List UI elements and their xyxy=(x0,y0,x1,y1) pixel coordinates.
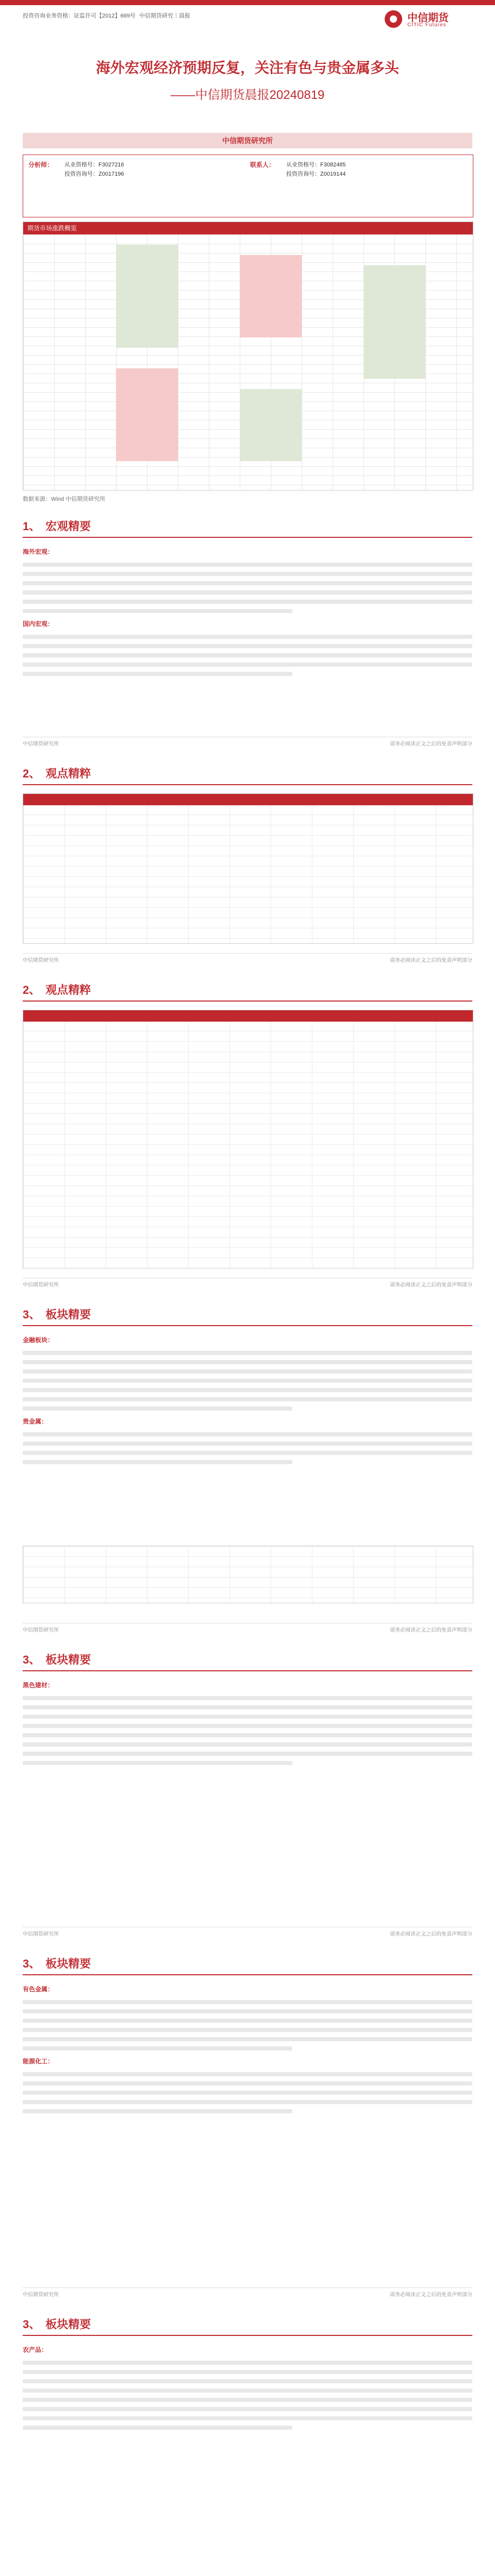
report-subtitle: ——中信期货晨报20240819 xyxy=(170,88,325,102)
section-title: 板块精要 xyxy=(45,2317,91,2331)
contact-label: 联系人： xyxy=(250,161,275,168)
section-number: 3、 xyxy=(23,1308,41,1321)
section-sector-b xyxy=(23,1649,472,1671)
department-bar: 中信期货研究所 xyxy=(23,133,472,148)
sector-paragraph-d xyxy=(23,2344,472,2435)
footer-right: 请务必阅读正文之后的免责声明部分 xyxy=(390,2292,472,2298)
section-rule xyxy=(23,1001,472,1002)
summary-table-grid xyxy=(23,234,473,490)
summary-table-title: 期货市场涨跌概览 xyxy=(23,222,473,234)
paragraph-keyword: 黑色建材： xyxy=(23,1682,54,1689)
contact-cred-line: 投资咨询号：Z0019144 xyxy=(286,171,346,177)
sector-paragraph xyxy=(23,1334,472,1469)
macro-paragraph xyxy=(23,546,472,681)
paragraph-keyword: 金融板块： xyxy=(23,1336,54,1344)
section-rule xyxy=(23,1974,472,1975)
section-rule xyxy=(23,1325,472,1326)
report-title-block xyxy=(23,46,472,129)
license-meta: 投资咨询业务资格：证监许可【2012】669号 xyxy=(23,13,136,19)
views-table xyxy=(23,793,473,944)
summary-table xyxy=(23,222,473,490)
section-views-cont xyxy=(23,979,472,1002)
brand-logo xyxy=(385,8,472,31)
analyst-cred-line: 投资咨询号：Z0017196 xyxy=(64,171,124,177)
section-number: 3、 xyxy=(23,1957,41,1970)
section-macro xyxy=(23,515,472,538)
section-number: 1、 xyxy=(23,519,41,533)
table-highlight xyxy=(116,368,178,461)
section-title: 观点精粹 xyxy=(45,983,91,996)
section-rule xyxy=(23,2335,472,2336)
footer-right: 请务必阅读正文之后的免责声明部分 xyxy=(390,1282,472,1288)
section-rule xyxy=(23,537,472,538)
section-rule xyxy=(23,1670,472,1671)
section-number: 3、 xyxy=(23,2317,41,2331)
footer-right: 请务必阅读正文之后的免责声明部分 xyxy=(390,958,472,963)
report-type-meta: 中信期货研究｜晨报 xyxy=(139,13,190,19)
table-highlight xyxy=(240,389,302,461)
page-footer xyxy=(23,2287,472,2298)
section-sector-c xyxy=(23,1953,472,1975)
sector-paragraph-b xyxy=(23,1680,472,1770)
contact-cred-line: 从业资格号：F3082485 xyxy=(286,162,346,168)
brand-name-en: CITIC Futures xyxy=(407,22,447,28)
section-sector-d xyxy=(23,2313,472,2336)
footer-left: 中信期货研究所 xyxy=(23,1931,59,1937)
page-footer xyxy=(23,953,472,964)
paragraph-keyword: 有色金属： xyxy=(23,1986,54,1993)
footer-left: 中信期货研究所 xyxy=(23,1282,59,1288)
analyst-label: 分析师： xyxy=(28,161,54,168)
brand-mark-icon xyxy=(385,10,402,28)
section-title: 板块精要 xyxy=(45,1653,91,1666)
page-footer xyxy=(23,1278,472,1289)
section-number: 2、 xyxy=(23,767,41,780)
top-bar xyxy=(0,5,495,34)
footer-left: 中信期货研究所 xyxy=(23,741,59,747)
footer-right: 请务必阅读正文之后的免责声明部分 xyxy=(390,1931,472,1937)
sector-figure xyxy=(23,1546,473,1603)
summary-source-note: 数据来源：Wind 中信期货研究所 xyxy=(23,496,106,502)
section-rule xyxy=(23,784,472,785)
section-title: 观点精粹 xyxy=(45,767,91,780)
analyst-box xyxy=(23,155,473,217)
section-title: 宏观精要 xyxy=(45,519,91,533)
section-title: 板块精要 xyxy=(45,1957,91,1970)
footer-right: 请务必阅读正文之后的免责声明部分 xyxy=(390,1628,472,1633)
paragraph-keyword: 海外宏观： xyxy=(23,548,54,555)
sector-paragraph-c xyxy=(23,1984,472,2119)
analyst-credentials xyxy=(64,160,124,179)
section-sector xyxy=(23,1303,472,1326)
brand-name-cn: 中信期货 xyxy=(407,12,449,24)
analyst-cred-line: 从业资格号：F3027216 xyxy=(64,162,124,168)
paragraph-keyword: 贵金属： xyxy=(23,1418,48,1425)
contact-credentials xyxy=(286,160,346,179)
views-table-cont xyxy=(23,1010,473,1268)
footer-left: 中信期货研究所 xyxy=(23,1628,59,1633)
paragraph-keyword: 农产品： xyxy=(23,2346,48,2353)
section-number: 2、 xyxy=(23,983,41,996)
table-highlight xyxy=(116,245,178,348)
report-title: 海外宏观经济预期反复，关注有色与贵金属多头 xyxy=(95,60,399,76)
footer-left: 中信期货研究所 xyxy=(23,2292,59,2298)
section-title: 板块精要 xyxy=(45,1308,91,1321)
section-views xyxy=(23,762,472,785)
paragraph-keyword: 国内宏观： xyxy=(23,620,54,628)
table-highlight xyxy=(240,255,302,337)
footer-left: 中信期货研究所 xyxy=(23,958,59,963)
page-footer xyxy=(23,1927,472,1938)
paragraph-keyword: 能源化工： xyxy=(23,2058,54,2065)
section-number: 3、 xyxy=(23,1653,41,1666)
footer-right: 请务必阅读正文之后的免责声明部分 xyxy=(390,741,472,747)
page-footer xyxy=(23,1623,472,1634)
page-footer xyxy=(23,737,472,748)
table-highlight xyxy=(364,265,425,379)
top-accent-strip xyxy=(0,0,495,5)
